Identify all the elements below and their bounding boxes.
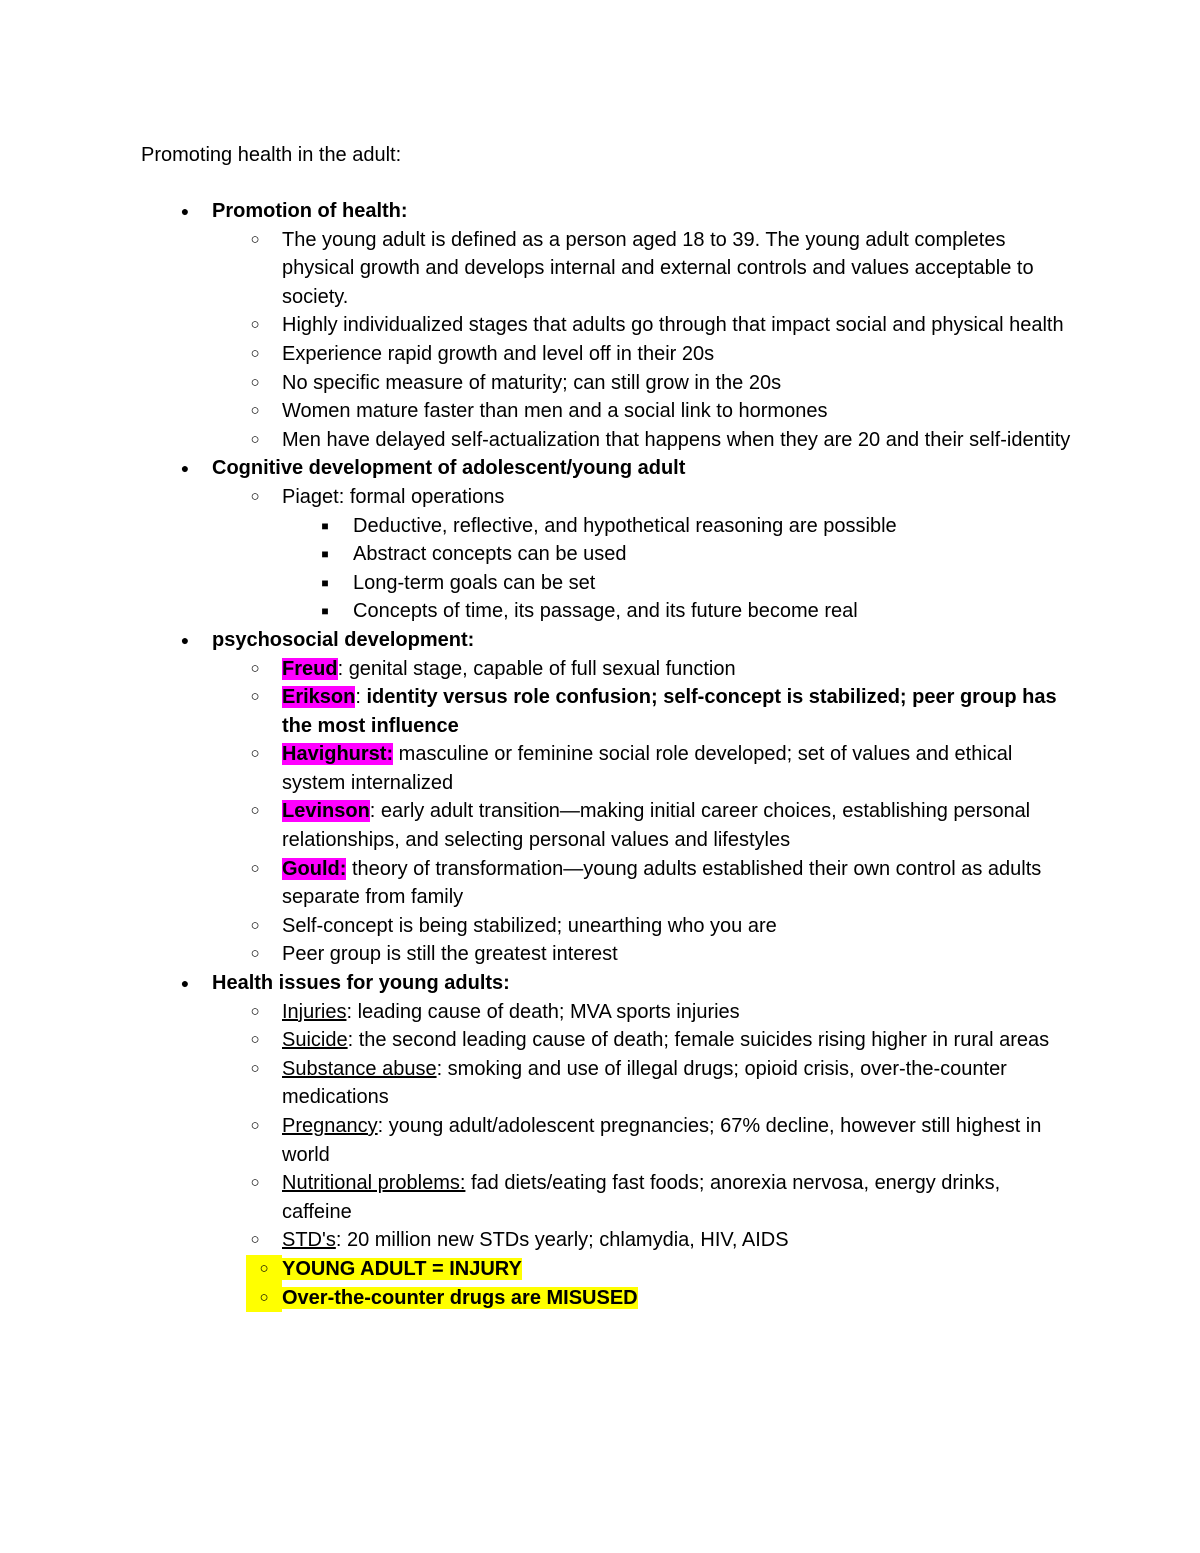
hollow-circle-bullet-icon: ○ bbox=[250, 916, 260, 934]
section-psychosocial bbox=[180, 626, 1072, 655]
health-issue-text: : smoking and use of illegal drugs; opioid crisis, over-the-counter medications bbox=[282, 1057, 1007, 1109]
highlight-text: YOUNG ADULT = INJURY bbox=[282, 1257, 522, 1280]
hollow-circle-bullet-icon: ○ bbox=[250, 1059, 260, 1077]
section-heading: psychosocial development: bbox=[212, 628, 475, 651]
theorist-erikson bbox=[250, 683, 1072, 740]
list-item-text: Piaget: formal operations bbox=[282, 485, 505, 508]
health-issue-term: Pregnancy bbox=[282, 1115, 378, 1137]
highlight-text: Over-the-counter drugs are MISUSED bbox=[282, 1286, 638, 1309]
theorist-havighurst bbox=[250, 740, 1072, 797]
hollow-circle-bullet-icon: ○ bbox=[250, 1002, 260, 1020]
separator: : bbox=[355, 686, 367, 709]
hollow-circle-bullet-icon: ○ bbox=[246, 1255, 282, 1284]
filled-circle-bullet-icon: ● bbox=[180, 631, 190, 648]
theorist-name: Freud bbox=[282, 657, 338, 680]
section-promotion bbox=[180, 197, 1072, 226]
hollow-circle-bullet-icon: ○ bbox=[250, 373, 260, 391]
hollow-circle-bullet-icon: ○ bbox=[250, 430, 260, 448]
health-issue-item bbox=[250, 1169, 1072, 1226]
list-item bbox=[250, 311, 1072, 340]
square-bullet-icon: ■ bbox=[321, 547, 329, 562]
theorist-text: masculine or feminine social role developed; set of values and ethical system internalized bbox=[282, 743, 1013, 794]
list-item bbox=[250, 369, 1072, 398]
document-title: Promoting health in the adult: bbox=[141, 144, 402, 166]
health-issue-item bbox=[250, 1226, 1072, 1255]
hollow-circle-bullet-icon: ○ bbox=[250, 945, 260, 963]
list-item-text: The young adult is defined as a person aged 18 to 39. The young adult completes physical growth and develops internal and external controls and values acceptable to society. bbox=[282, 228, 1034, 308]
list-item bbox=[250, 226, 1072, 312]
section-health-issues bbox=[180, 969, 1072, 998]
outline-list bbox=[0, 197, 1200, 1312]
list-item-text: Experience rapid growth and level off in their 20s bbox=[282, 342, 715, 365]
sub-list-item-text: Abstract concepts can be used bbox=[353, 543, 627, 566]
theorist-name: Levinson bbox=[282, 800, 370, 823]
theorist-text: theory of transformation—young adults established their own control as adults separate from family bbox=[282, 857, 1042, 909]
square-bullet-icon: ■ bbox=[321, 518, 329, 533]
theorist-name: Erikson bbox=[282, 686, 356, 709]
hollow-circle-bullet-icon: ○ bbox=[250, 1231, 260, 1249]
list-item-text: Highly individualized stages that adults go through that impact social and physical health bbox=[282, 314, 1064, 337]
hollow-circle-bullet-icon: ○ bbox=[250, 802, 260, 820]
section-heading: Health issues for young adults: bbox=[212, 972, 510, 995]
health-issue-item bbox=[250, 1112, 1072, 1169]
hollow-circle-bullet-icon: ○ bbox=[246, 1284, 282, 1313]
theorist-text: identity versus role confusion; self-concept is stabilized; peer group has the most influence bbox=[282, 686, 1057, 737]
list-item-text: Men have delayed self-actualization that happens when they are 20 and their self-identity bbox=[282, 428, 1071, 451]
separator: : bbox=[337, 657, 349, 680]
section-heading: Promotion of health: bbox=[212, 200, 408, 222]
sub-list-item-text: Concepts of time, its passage, and its future become real bbox=[353, 600, 858, 623]
health-issue-text: : leading cause of death; MVA sports injuries bbox=[346, 1000, 740, 1023]
list-item bbox=[250, 426, 1072, 455]
theorist-gould bbox=[250, 855, 1072, 912]
sub-list-item-text: Deductive, reflective, and hypothetical reasoning are possible bbox=[353, 514, 897, 537]
hollow-circle-bullet-icon: ○ bbox=[250, 316, 260, 334]
health-issue-text: : the second leading cause of death; female suicides rising higher in rural areas bbox=[347, 1029, 1050, 1052]
hollow-circle-bullet-icon: ○ bbox=[250, 230, 260, 248]
health-issue-term: Injuries bbox=[282, 1000, 347, 1023]
list-item-text: Peer group is still the greatest interest bbox=[282, 943, 618, 966]
filled-circle-bullet-icon: ● bbox=[180, 460, 190, 477]
square-bullet-icon: ■ bbox=[321, 575, 329, 590]
filled-circle-bullet-icon: ● bbox=[180, 975, 190, 992]
health-issue-item bbox=[250, 1026, 1072, 1055]
list-item bbox=[250, 940, 1072, 969]
theorist-name: Gould: bbox=[282, 857, 347, 880]
theorist-text: : early adult transition—making initial career choices, establishing personal relationships, and selecting personal values and lifestyles bbox=[282, 800, 1031, 852]
highlight-item bbox=[259, 1255, 1072, 1284]
hollow-circle-bullet-icon: ○ bbox=[250, 1117, 260, 1134]
hollow-circle-bullet-icon: ○ bbox=[250, 402, 260, 420]
health-issue-item bbox=[250, 1055, 1072, 1112]
health-issue-text: : young adult/adolescent pregnancies; 67% decline, however still highest in world bbox=[282, 1115, 1042, 1166]
filled-circle-bullet-icon: ● bbox=[180, 203, 190, 219]
sub-list-item bbox=[321, 569, 1073, 598]
health-issue-text: : 20 million new STDs yearly; chlamydia, HIV, AIDS bbox=[335, 1229, 789, 1252]
hollow-circle-bullet-icon: ○ bbox=[250, 745, 260, 763]
health-issue-term: Suicide bbox=[282, 1029, 348, 1052]
square-bullet-icon: ■ bbox=[321, 604, 329, 619]
hollow-circle-bullet-icon: ○ bbox=[250, 659, 260, 677]
section-cognitive bbox=[180, 454, 1072, 483]
hollow-circle-bullet-icon: ○ bbox=[250, 859, 260, 877]
theorist-text: genital stage, capable of full sexual function bbox=[348, 657, 736, 680]
list-item-text: No specific measure of maturity; can still grow in the 20s bbox=[282, 371, 782, 394]
sub-list-item bbox=[321, 540, 1073, 569]
health-issue-term: STD's bbox=[282, 1229, 336, 1252]
health-issue-term: Nutritional problems: bbox=[282, 1172, 466, 1195]
health-issue-item bbox=[250, 998, 1072, 1027]
list-item bbox=[250, 340, 1072, 369]
sub-list-item-text: Long-term goals can be set bbox=[353, 571, 596, 594]
list-item bbox=[250, 397, 1072, 426]
list-item bbox=[250, 912, 1072, 941]
highlight-item bbox=[259, 1284, 1072, 1313]
health-issue-term: Substance abuse bbox=[282, 1057, 437, 1080]
list-item-text: Self-concept is being stabilized; unearthing who you are bbox=[282, 914, 777, 937]
list-item-text: Women mature faster than men and a social link to hormones bbox=[282, 400, 828, 423]
list-item bbox=[250, 483, 1072, 512]
hollow-circle-bullet-icon: ○ bbox=[250, 688, 260, 706]
hollow-circle-bullet-icon: ○ bbox=[250, 344, 260, 362]
sub-list-item bbox=[321, 512, 1073, 541]
theorist-name: Havighurst: bbox=[282, 743, 394, 766]
theorist-freud bbox=[250, 655, 1072, 684]
hollow-circle-bullet-icon: ○ bbox=[250, 1031, 260, 1049]
sub-list-item bbox=[321, 597, 1073, 626]
hollow-circle-bullet-icon: ○ bbox=[250, 1174, 260, 1192]
health-issue-text: fad diets/eating fast foods; anorexia nervosa, energy drinks, caffeine bbox=[282, 1172, 1001, 1223]
theorist-levinson bbox=[250, 797, 1072, 854]
hollow-circle-bullet-icon: ○ bbox=[250, 487, 260, 505]
section-heading: Cognitive development of adolescent/young adult bbox=[212, 457, 686, 480]
